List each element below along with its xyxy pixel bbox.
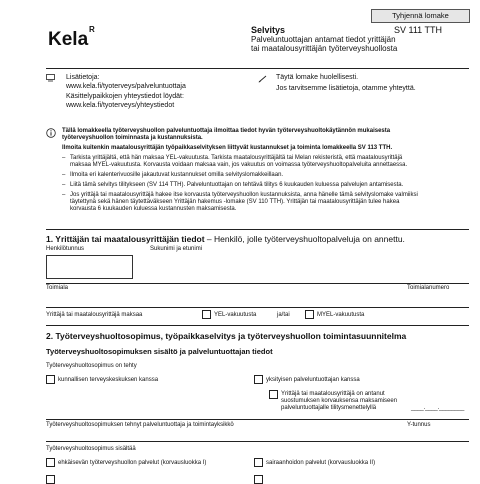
kunnallinen-label: kunnallisen terveyskeskuksen kanssa [58, 377, 159, 383]
palveluntuottaja-label: Työterveyshuoltosopimuksen tehnyt palveluntuottaja ja toimintayksikkö [46, 422, 234, 428]
kela-logo: Kela [48, 29, 89, 50]
notice-intro: Tällä lomakkeella työterveyshuollon palveluntuottaja ilmoittaa tiedot hyvän työterveyshuoltokäytännön mukaisesta työterveyshuollon toiminnasta ja kustannuksista. Ilmoita kuitenkin maatalousyrittäjän työpaikkaselvityksen liittyvät kustannukset ja toiminta lomakkeella SV 113 TTH. [62, 128, 393, 151]
computer-icon [46, 74, 55, 85]
registered-mark: R [89, 25, 95, 34]
bullet-item: – Ilmoita eri kalenterivuosille jakautuvat kustannukset omilla selvityslomakkeillaan. [62, 172, 472, 179]
sisaltaa-label: Työterveyshuoltosopimus sisältää [46, 446, 136, 452]
pencil-icon [258, 75, 267, 86]
suostumus-checkbox[interactable] [269, 390, 278, 399]
form-code: SV 111 TTH [394, 25, 443, 35]
divider [46, 419, 469, 420]
section-2-title: 2. Työterveyshuoltosopimus, työpaikkaselvitys ja työterveyshuollon toimintasuunnitelma [46, 331, 407, 341]
myel-label: MYEL-vakuutusta [317, 312, 365, 318]
form-title: Selvitys [251, 25, 286, 35]
sairaanhoito-checkbox[interactable] [254, 458, 263, 467]
yel-label: YEL-vakuutusta [214, 312, 257, 318]
divider [46, 229, 469, 230]
ytunnus-label: Y-tunnus [407, 422, 431, 428]
ehkaiseva-checkbox[interactable] [46, 458, 55, 467]
ja-tai-label: ja/tai [277, 312, 290, 318]
info-right: Täytä lomake huolellisesti. Jos tarvitsemme lisätietoja, otamme yhteyttä. [276, 74, 416, 92]
info-left [66, 74, 246, 110]
sairaanhoito-label: sairaanhoidon palvelut (korvausluokka II) [266, 460, 376, 466]
info-url-2[interactable]: www.kela.fi/tyoterveys/yhteystiedot [66, 101, 175, 109]
divider [46, 68, 469, 69]
suostumus-label: Yrittäjä tai maatalousyrittäjä on antanut suostumuksen korvauksensa maksamiseen palveluntuottajalle tilitysmenettelyllä [281, 391, 398, 411]
notice-bullets [62, 155, 472, 213]
info-url-1[interactable]: www.kela.fi/tyoterveys/palveluntuottaja [66, 82, 186, 90]
ehkaiseva-label: ehkäisevän työterveyshuollon palvelut (korvausluokka I) [58, 460, 207, 466]
bullet-item: – Liitä tämä selvitys tilitykseen (SV 114 TTH). Palveluntuottajan on tehtävä tilitys 6 kuukauden kuluessa palvelujen antamisesta. [62, 182, 472, 189]
myel-checkbox[interactable] [305, 310, 314, 319]
bullet-item: – Jos yrittäjä tai maatalousyrittäjä hakee itse korvausta työterveyshuollon kustannuksista, anna hänelle tämä selvityslomake valmiiksi täytettynä sekä hänen täytettäväkseen Yrittäjän hakemus -lomake (SV 110 TTH). Yrittäjän tai maatalousyrittäjän tulee hakea korvausta 6 kuukauden kuluessa kustannusten maksamisesta. [62, 192, 472, 213]
henkilotunnus-field[interactable] [46, 255, 133, 279]
bullet-item: – Tarkista yrittäjältä, että hän maksaa YEL-vakuutusta. Tarkista maatalousyrittäjältä tai Melan rekisteristä, että maatalousyrittäjä maksaa MYEL-vakuutusta. Korvausta voidaan maksaa vain, jos vakuutus on voimassa työterveyshuoltopalveluita annettaessa. [62, 155, 472, 169]
divider [46, 325, 469, 326]
toimiala-label: Toimiala [46, 285, 69, 291]
yel-checkbox[interactable] [202, 310, 211, 319]
toimialanumero-label: Toimialanumero [407, 285, 450, 291]
divider [46, 283, 469, 284]
maksaa-label: Yrittäjä tai maatalousyrittäjä maksaa [46, 312, 143, 318]
name-label: Sukunimi ja etunimi [150, 246, 203, 252]
info-text-2: Käsittelypaikkojen yhteystiedot löydät: [66, 93, 184, 100]
henkilotunnus-label: Henkilötunnus [46, 246, 85, 252]
divider [46, 307, 469, 308]
info-label: Lisätietoja: [66, 74, 100, 81]
divider [46, 441, 469, 442]
date-field[interactable]: ____.____.________ [411, 405, 465, 411]
yksityinen-checkbox[interactable] [254, 375, 263, 384]
kunnallinen-checkbox[interactable] [46, 375, 55, 384]
sopimus-tehty-label: Työterveyshuoltosopimus on tehty [46, 363, 137, 369]
clear-form-button[interactable]: Tyhjennä lomake [371, 9, 470, 23]
form-subtitle: Palveluntuottajan antamat tiedot yrittäjän tai maatalousyrittäjän työterveyshuollosta [251, 35, 398, 53]
yksityinen-label: yksityisen palveluntuottajan kanssa [266, 377, 360, 383]
section-1-title: 1. Yrittäjän tai maatalousyrittäjän tiedot – Henkilö, jolle työterveyshuoltopalveluja on annettu. [46, 234, 405, 244]
section-2-subtitle: Työterveyshuoltosopimuksen sisältö ja palveluntuottajan tiedot [46, 347, 273, 356]
info-icon [46, 128, 56, 141]
